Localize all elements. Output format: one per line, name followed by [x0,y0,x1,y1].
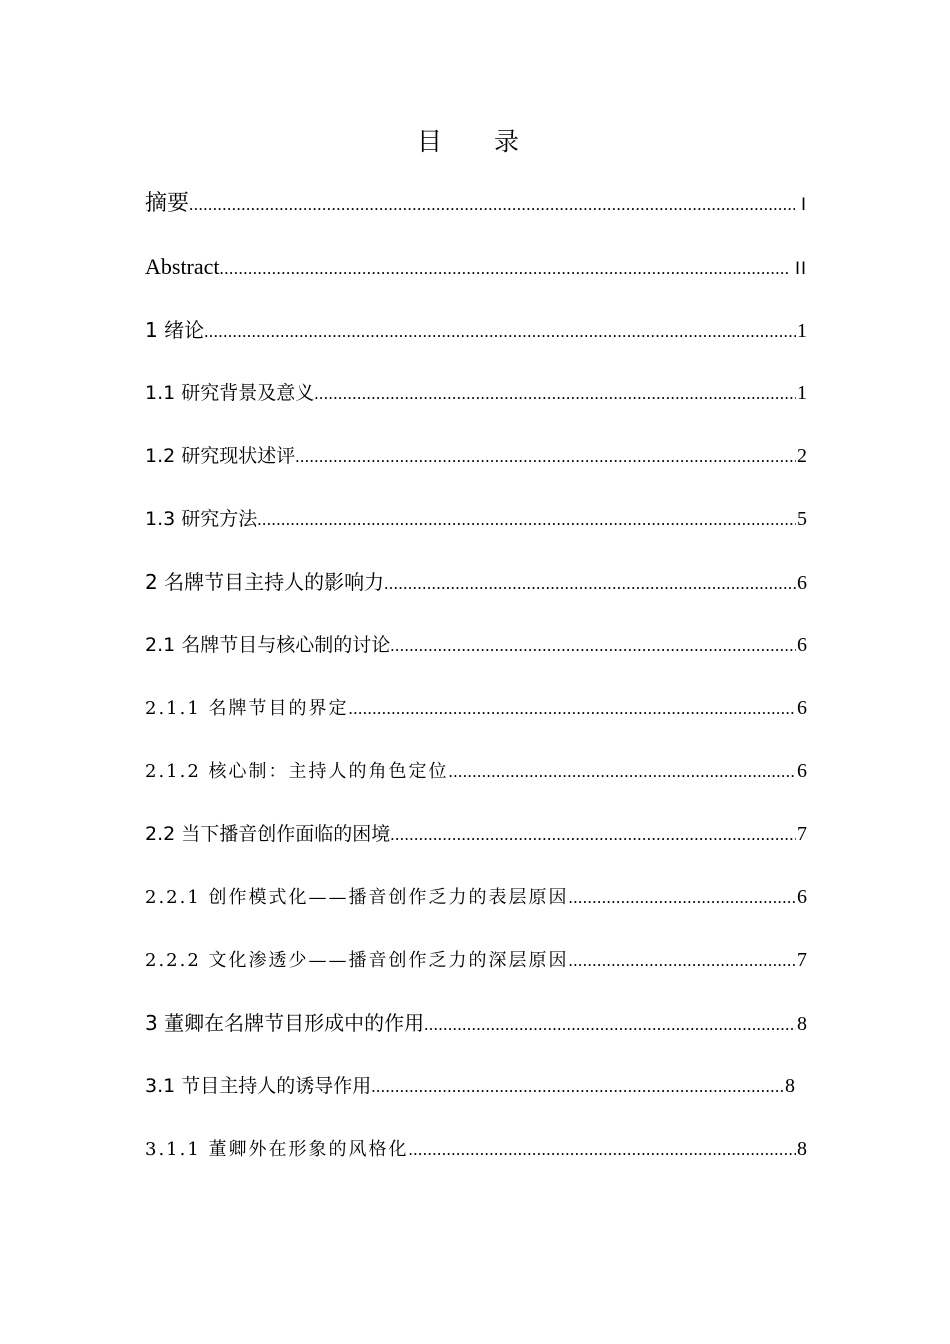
toc-page-number: 6 [797,760,807,782]
toc-page-number: 1 [797,320,807,342]
toc-entry-section-2-1[interactable] [145,624,807,687]
toc-page-number: 7 [797,949,807,971]
toc-page-number: 6 [797,886,807,908]
toc-entry-label: 2.2.1 创作模式化——播音创作乏力的表层原因 [145,887,569,908]
toc-leader-dots [390,814,796,856]
toc-page-number: Ⅰ [800,195,807,215]
toc-leader-dots [314,373,796,415]
toc-page-number: 6 [797,634,807,656]
toc-entry-section-1-1[interactable] [145,372,807,435]
toc-leader-dots [189,184,795,226]
toc-leader-dots [409,1129,796,1171]
toc-entry-label: Abstract [145,254,220,279]
toc-leader-dots [204,311,796,353]
toc-entry-section-1-3[interactable] [145,498,807,561]
toc-entry-section-2-2[interactable] [145,813,807,876]
toc-entry-chapter-1[interactable] [145,309,807,372]
toc-entry-section-3-1[interactable] [145,1065,795,1128]
toc-entry-section-2-1-1[interactable] [145,687,807,750]
toc-entry-label: 1.1 研究背景及意义 [145,382,315,404]
toc-page-number: 8 [785,1075,795,1097]
toc-title: 目 录 [417,127,541,156]
toc-leader-dots [384,563,796,605]
toc-page-number: 7 [797,823,807,845]
toc-entry-label: 2.1.1 名牌节目的界定 [145,698,349,719]
toc-entry-chapter-3[interactable] [145,1002,807,1065]
toc-entry-label: 2.1.2 核心制：主持人的角色定位 [145,761,449,782]
toc-entry-label: 摘要 [145,191,190,216]
table-of-contents [145,183,807,1191]
toc-page-number: 5 [797,508,807,530]
toc-page-number: 2 [797,445,807,467]
toc-entry-label: 1.2 研究现状述评 [145,445,296,467]
toc-entry-label: 3 董卿在名牌节目形成中的作用 [145,1011,425,1035]
toc-entry-chapter-2[interactable] [145,561,807,624]
toc-entry-label: 2.2.2 文化渗透少——播音创作乏力的深层原因 [145,950,569,971]
toc-page-number: 8 [797,1013,807,1035]
toc-entry-label: 1.3 研究方法 [145,508,258,530]
toc-entry-label: 2.2 当下播音创作面临的困境 [145,823,391,845]
toc-entry-label: 3.1.1 董卿外在形象的风格化 [145,1139,409,1160]
toc-leader-dots [349,688,796,730]
toc-page-number: II [794,259,807,279]
toc-entry-label: 2.1 名牌节目与核心制的讨论 [145,634,391,656]
toc-leader-dots [257,499,796,541]
toc-entry-section-2-2-2[interactable] [145,939,807,1002]
toc-entry-label: 1 绪论 [145,318,205,342]
toc-leader-dots [449,751,796,793]
toc-leader-dots [390,625,796,667]
toc-leader-dots [295,436,796,478]
toc-leader-dots [424,1004,796,1046]
toc-entry-abstract-cn[interactable] [145,183,807,246]
toc-leader-dots [220,248,789,290]
toc-page-number: 1 [797,382,807,404]
toc-entry-section-1-2[interactable] [145,435,807,498]
toc-leader-dots [371,1066,784,1108]
toc-leader-dots [569,940,796,982]
toc-entry-section-2-2-1[interactable] [145,876,807,939]
toc-entry-label: 2 名牌节目主持人的影响力 [145,570,385,594]
toc-page-number: 8 [797,1138,807,1160]
toc-entry-section-3-1-1[interactable] [145,1128,807,1191]
toc-page-number: 6 [797,697,807,719]
toc-leader-dots [569,877,796,919]
toc-entry-section-2-1-2[interactable] [145,750,807,813]
toc-entry-abstract-en[interactable] [145,246,807,309]
toc-page-number: 6 [797,572,807,594]
toc-entry-label: 3.1 节目主持人的诱导作用 [145,1075,372,1097]
